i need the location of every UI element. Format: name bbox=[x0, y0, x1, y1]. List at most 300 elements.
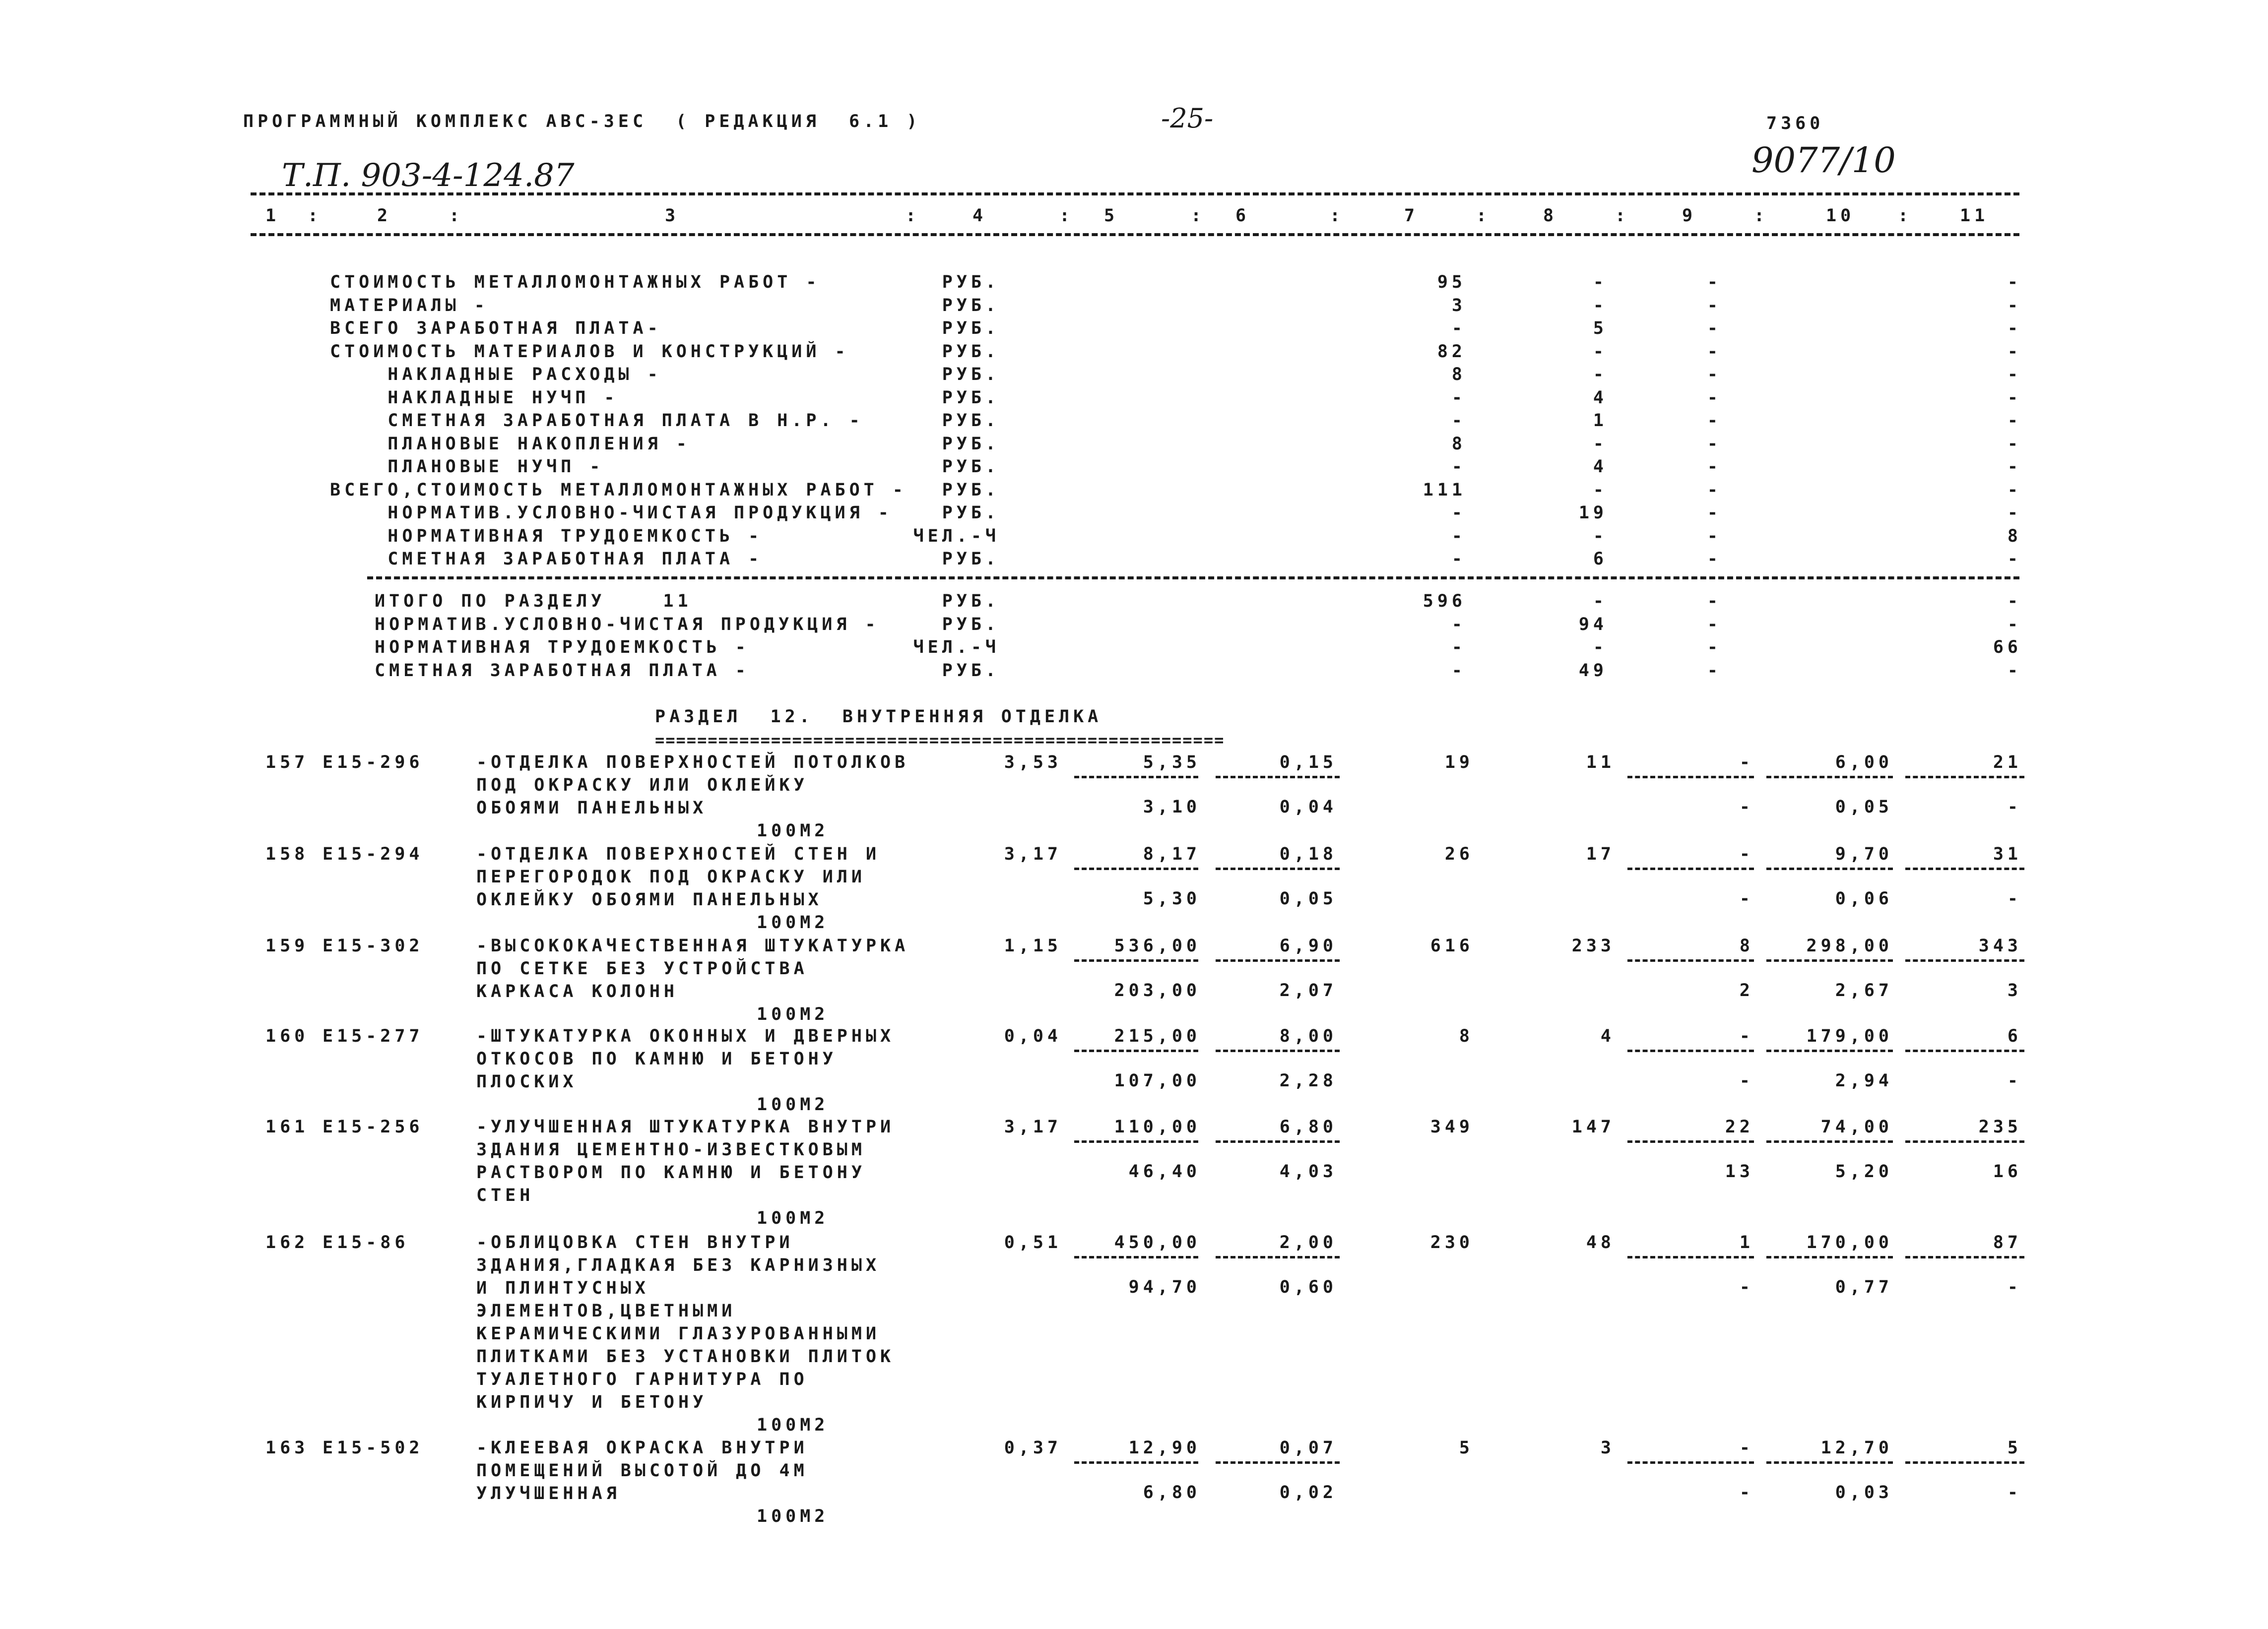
summary-col9: - bbox=[1707, 457, 1722, 477]
item-col4: 0,04 bbox=[1004, 1026, 1062, 1046]
item-col10-secondary: 0,05 bbox=[1835, 797, 1893, 817]
summary-label: МАТЕРИАЛЫ - bbox=[330, 295, 489, 315]
cell-divider bbox=[1766, 1256, 1893, 1258]
cell-divider bbox=[1216, 1140, 1340, 1143]
summary-col11: - bbox=[2007, 503, 2022, 523]
item-description-line: ОБОЯМИ ПАНЕЛЬНЫХ bbox=[476, 798, 708, 818]
item-description-line: ПЕРЕГОРОДОК ПОД ОКРАСКУ ИЛИ bbox=[476, 867, 866, 887]
cell-divider bbox=[1216, 1050, 1340, 1052]
summary-label: НАКЛАДНЫЕ НУЧП - bbox=[330, 387, 619, 408]
total-col11: - bbox=[2007, 660, 2022, 681]
summary-col8: - bbox=[1593, 480, 1608, 500]
item-number: 159 bbox=[265, 936, 309, 956]
document-code: 7360 bbox=[1766, 114, 1824, 133]
item-col5-secondary: 46,40 bbox=[1128, 1162, 1201, 1182]
cell-divider bbox=[1074, 868, 1198, 870]
item-col9-secondary: - bbox=[1739, 797, 1754, 817]
summary-unit: РУБ. bbox=[942, 503, 1000, 523]
item-col6: 0,18 bbox=[1279, 844, 1337, 864]
cell-divider bbox=[1766, 776, 1893, 778]
item-col10-secondary: 0,03 bbox=[1835, 1483, 1893, 1503]
item-col10: 12,70 bbox=[1820, 1438, 1893, 1458]
item-number: 163 bbox=[265, 1438, 309, 1458]
item-col11: 21 bbox=[1993, 752, 2022, 772]
cell-divider bbox=[1216, 1256, 1340, 1258]
item-description-line: ПОД ОКРАСКУ ИЛИ ОКЛЕЙКУ bbox=[476, 775, 808, 795]
summary-col8: 1 bbox=[1593, 411, 1608, 431]
item-code: Е15-277 bbox=[323, 1026, 424, 1046]
item-col6: 6,90 bbox=[1279, 936, 1337, 956]
summary-col11: - bbox=[2007, 341, 2022, 362]
summary-label: СТОИМОСТЬ МАТЕРИАЛОВ И КОНСТРУКЦИЙ - bbox=[330, 341, 849, 362]
total-col9: - bbox=[1707, 614, 1722, 634]
item-description-line: СТЕН bbox=[476, 1186, 534, 1205]
cell-divider bbox=[1766, 1050, 1893, 1052]
cell-divider bbox=[1216, 959, 1340, 962]
item-col5-secondary: 203,00 bbox=[1114, 981, 1201, 1001]
item-col7: 5 bbox=[1459, 1438, 1474, 1458]
item-description-line: ЭЛЕМЕНТОВ,ЦВЕТНЫМИ bbox=[476, 1301, 736, 1321]
item-col8: 48 bbox=[1586, 1233, 1615, 1253]
item-col11: 5 bbox=[2007, 1438, 2022, 1458]
cell-divider bbox=[1627, 1461, 1754, 1464]
item-col10: 170,00 bbox=[1806, 1233, 1893, 1253]
cell-divider bbox=[1074, 959, 1198, 962]
summary-col8: - bbox=[1593, 434, 1608, 454]
item-col5-secondary: 3,10 bbox=[1143, 797, 1201, 817]
summary-col7: - bbox=[1451, 387, 1466, 408]
summary-col11: - bbox=[2007, 434, 2022, 454]
item-col9: - bbox=[1739, 752, 1754, 772]
cell-divider bbox=[1216, 776, 1340, 778]
summary-col11: - bbox=[2007, 365, 2022, 384]
item-col5-secondary: 6,80 bbox=[1143, 1483, 1201, 1503]
item-description-line: И ПЛИНТУСНЫХ bbox=[476, 1278, 649, 1298]
item-col10-secondary: 0,77 bbox=[1835, 1277, 1893, 1297]
item-col4: 1,15 bbox=[1004, 936, 1062, 956]
item-col11-secondary: - bbox=[2007, 1277, 2022, 1297]
header-divider-bottom bbox=[251, 233, 2019, 236]
total-col11: - bbox=[2007, 591, 2022, 611]
item-unit: 100М2 bbox=[757, 1208, 829, 1228]
item-col5: 536,00 bbox=[1114, 936, 1201, 956]
cell-divider bbox=[1905, 1256, 2024, 1258]
item-col6: 0,15 bbox=[1279, 752, 1337, 772]
item-col7: 19 bbox=[1444, 752, 1474, 772]
item-col6: 0,07 bbox=[1279, 1438, 1337, 1458]
item-description-line: -КЛЕЕВАЯ ОКРАСКА ВНУТРИ bbox=[476, 1438, 808, 1458]
item-description-line: -ОБЛИЦОВКА СТЕН ВНУТРИ bbox=[476, 1233, 794, 1253]
item-col7: 8 bbox=[1459, 1026, 1474, 1046]
summary-col11: - bbox=[2007, 318, 2022, 338]
summary-col11: - bbox=[2007, 295, 2022, 315]
summary-unit: РУБ. bbox=[942, 387, 1000, 408]
item-col10: 179,00 bbox=[1806, 1026, 1893, 1046]
item-col5: 12,90 bbox=[1128, 1438, 1201, 1458]
item-description-line: КАРКАСА КОЛОНН bbox=[476, 982, 679, 1002]
item-unit: 100М2 bbox=[757, 1506, 829, 1526]
item-code: Е15-256 bbox=[323, 1117, 424, 1137]
total-label: НОРМАТИВНАЯ ТРУДОЕМКОСТЬ - bbox=[375, 637, 750, 657]
item-col6-secondary: 0,04 bbox=[1279, 797, 1337, 817]
summary-label: СМЕТНАЯ ЗАРАБОТНАЯ ПЛАТА В Н.Р. - bbox=[330, 411, 864, 431]
cell-divider bbox=[1627, 1140, 1754, 1143]
column-separator: : bbox=[1615, 206, 1630, 226]
item-col4: 3,53 bbox=[1004, 752, 1062, 772]
item-col8: 3 bbox=[1600, 1438, 1615, 1458]
summary-divider bbox=[367, 576, 2019, 579]
summary-col9: - bbox=[1707, 272, 1722, 292]
item-col6-secondary: 2,28 bbox=[1279, 1071, 1337, 1091]
item-col5-secondary: 94,70 bbox=[1128, 1277, 1201, 1297]
summary-label: НАКЛАДНЫЕ РАСХОДЫ - bbox=[330, 365, 662, 384]
column-number-5: 5 bbox=[1104, 206, 1119, 226]
summary-col9: - bbox=[1707, 295, 1722, 315]
summary-col7: - bbox=[1451, 549, 1466, 569]
item-description-line: -ОТДЕЛКА ПОВЕРХНОСТЕЙ ПОТОЛКОВ bbox=[476, 752, 909, 772]
summary-col8: 6 bbox=[1593, 549, 1608, 569]
cell-divider bbox=[1074, 1461, 1198, 1464]
item-col11: 31 bbox=[1993, 844, 2022, 864]
summary-label: ВСЕГО ЗАРАБОТНАЯ ПЛАТА- bbox=[330, 318, 662, 338]
cell-divider bbox=[1074, 1256, 1198, 1258]
cell-divider bbox=[1627, 1256, 1754, 1258]
item-col7: 349 bbox=[1430, 1117, 1474, 1137]
item-description-line: ПЛИТКАМИ БЕЗ УСТАНОВКИ ПЛИТОК bbox=[476, 1347, 895, 1367]
item-col5-secondary: 5,30 bbox=[1143, 889, 1201, 909]
summary-label: НОРМАТИВ.УСЛОВНО-ЧИСТАЯ ПРОДУКЦИЯ - bbox=[330, 503, 893, 523]
item-col8: 147 bbox=[1571, 1117, 1615, 1137]
item-col9-secondary: 2 bbox=[1739, 981, 1754, 1001]
handwritten-project: Т.П. 903-4-124.87 bbox=[282, 157, 575, 194]
item-unit: 100М2 bbox=[757, 1004, 829, 1024]
item-col11-secondary: - bbox=[2007, 1483, 2022, 1503]
item-description-line: ПО СЕТКЕ БЕЗ УСТРОЙСТВА bbox=[476, 959, 808, 979]
total-label: ИТОГО ПО РАЗДЕЛУ 11 bbox=[375, 591, 692, 611]
item-description-line: -УЛУЧШЕННАЯ ШТУКАТУРКА ВНУТРИ bbox=[476, 1117, 895, 1137]
cell-divider bbox=[1627, 1050, 1754, 1052]
summary-col11: - bbox=[2007, 411, 2022, 431]
total-col7: - bbox=[1451, 637, 1466, 657]
total-col7: 596 bbox=[1423, 591, 1466, 611]
column-separator: : bbox=[1476, 206, 1491, 226]
item-col6: 2,00 bbox=[1279, 1233, 1337, 1253]
summary-col7: - bbox=[1451, 503, 1466, 523]
column-separator: : bbox=[1330, 206, 1345, 226]
item-number: 157 bbox=[265, 752, 309, 772]
cell-divider bbox=[1766, 1140, 1893, 1143]
column-separator: : bbox=[1191, 206, 1206, 226]
item-col5: 5,35 bbox=[1143, 752, 1201, 772]
item-description-line: УЛУЧШЕННАЯ bbox=[476, 1484, 621, 1504]
item-description-line: ЗДАНИЯ ЦЕМЕНТНО-ИЗВЕСТКОВЫМ bbox=[476, 1140, 866, 1160]
item-col11-secondary: - bbox=[2007, 1071, 2022, 1091]
column-separator: : bbox=[449, 206, 464, 226]
item-col9-secondary: 13 bbox=[1725, 1162, 1754, 1182]
section-title: РАЗДЕЛ 12. ВНУТРЕННЯЯ ОТДЕЛКА bbox=[655, 707, 1102, 727]
item-description-line: ОКЛЕЙКУ ОБОЯМИ ПАНЕЛЬНЫХ bbox=[476, 890, 823, 910]
item-col9-secondary: - bbox=[1739, 1277, 1754, 1297]
column-number-1: 1 bbox=[265, 206, 280, 226]
summary-col7: - bbox=[1451, 318, 1466, 338]
summary-col7: 111 bbox=[1423, 480, 1466, 500]
cell-divider bbox=[1905, 776, 2024, 778]
summary-unit: РУБ. bbox=[942, 549, 1000, 569]
summary-col9: - bbox=[1707, 365, 1722, 384]
item-description-line: КЕРАМИЧЕСКИМИ ГЛАЗУРОВАННЫМИ bbox=[476, 1324, 881, 1344]
summary-unit: РУБ. bbox=[942, 434, 1000, 454]
item-code: Е15-296 bbox=[323, 752, 424, 772]
item-description-line: -ШТУКАТУРКА ОКОННЫХ И ДВЕРНЫХ bbox=[476, 1026, 895, 1046]
item-col6: 6,80 bbox=[1279, 1117, 1337, 1137]
total-label: НОРМАТИВ.УСЛОВНО-ЧИСТАЯ ПРОДУКЦИЯ - bbox=[375, 614, 880, 634]
item-col11: 6 bbox=[2007, 1026, 2022, 1046]
item-col10: 9,70 bbox=[1835, 844, 1893, 864]
summary-col11: - bbox=[2007, 457, 2022, 477]
summary-label: ВСЕГО,СТОИМОСТЬ МЕТАЛЛОМОНТАЖНЫХ РАБОТ - bbox=[330, 480, 907, 500]
item-col5-secondary: 107,00 bbox=[1114, 1071, 1201, 1091]
item-col9-secondary: - bbox=[1739, 889, 1754, 909]
item-number: 161 bbox=[265, 1117, 309, 1137]
item-col10-secondary: 0,06 bbox=[1835, 889, 1893, 909]
item-col8: 233 bbox=[1571, 936, 1615, 956]
item-col5: 110,00 bbox=[1114, 1117, 1201, 1137]
summary-unit: РУБ. bbox=[942, 365, 1000, 384]
summary-col9: - bbox=[1707, 387, 1722, 408]
summary-unit: РУБ. bbox=[942, 411, 1000, 431]
summary-col9: - bbox=[1707, 341, 1722, 362]
column-number-10: 10 bbox=[1826, 206, 1855, 226]
summary-col9: - bbox=[1707, 411, 1722, 431]
summary-col8: - bbox=[1593, 295, 1608, 315]
item-col4: 3,17 bbox=[1004, 1117, 1062, 1137]
cell-divider bbox=[1074, 776, 1198, 778]
item-col7: 230 bbox=[1430, 1233, 1474, 1253]
summary-col8: - bbox=[1593, 341, 1608, 362]
cell-divider bbox=[1216, 868, 1340, 870]
item-col9: - bbox=[1739, 1438, 1754, 1458]
item-col5: 8,17 bbox=[1143, 844, 1201, 864]
item-number: 158 bbox=[265, 844, 309, 864]
summary-col8: 4 bbox=[1593, 387, 1608, 408]
item-col6-secondary: 2,07 bbox=[1279, 981, 1337, 1001]
item-col5: 450,00 bbox=[1114, 1233, 1201, 1253]
item-col7: 616 bbox=[1430, 936, 1474, 956]
item-unit: 100М2 bbox=[757, 913, 829, 933]
item-number: 160 bbox=[265, 1026, 309, 1046]
item-description-line: РАСТВОРОМ ПО КАМНЮ И БЕТОНУ bbox=[476, 1163, 866, 1183]
summary-col9: - bbox=[1707, 503, 1722, 523]
column-separator: : bbox=[1898, 206, 1913, 226]
summary-col7: 95 bbox=[1437, 272, 1466, 292]
summary-unit: РУБ. bbox=[942, 341, 1000, 362]
item-description-line: ТУАЛЕТНОГО ГАРНИТУРА ПО bbox=[476, 1370, 808, 1389]
item-col10: 298,00 bbox=[1806, 936, 1893, 956]
item-unit: 100М2 bbox=[757, 821, 829, 841]
column-number-8: 8 bbox=[1543, 206, 1558, 226]
cell-divider bbox=[1766, 868, 1893, 870]
item-col9-secondary: - bbox=[1739, 1483, 1754, 1503]
item-col9-secondary: - bbox=[1739, 1071, 1754, 1091]
item-col4: 0,37 bbox=[1004, 1438, 1062, 1458]
item-code: Е15-302 bbox=[323, 936, 424, 956]
column-separator: : bbox=[906, 206, 920, 226]
summary-col7: - bbox=[1451, 457, 1466, 477]
column-number-4: 4 bbox=[972, 206, 987, 226]
item-col10-secondary: 2,67 bbox=[1835, 981, 1893, 1001]
summary-col11: - bbox=[2007, 272, 2022, 292]
item-description-line: ОТКОСОВ ПО КАМНЮ И БЕТОНУ bbox=[476, 1049, 837, 1069]
total-col7: - bbox=[1451, 614, 1466, 634]
summary-unit: РУБ. bbox=[942, 295, 1000, 315]
column-separator: : bbox=[1059, 206, 1074, 226]
total-col8: 94 bbox=[1578, 614, 1608, 634]
summary-col11: - bbox=[2007, 387, 2022, 408]
item-unit: 100М2 bbox=[757, 1095, 829, 1115]
item-code: Е15-294 bbox=[323, 844, 424, 864]
cell-divider bbox=[1074, 1050, 1198, 1052]
item-col8: 17 bbox=[1586, 844, 1615, 864]
item-col9: 1 bbox=[1739, 1233, 1754, 1253]
item-description-line: ПЛОСКИХ bbox=[476, 1072, 578, 1092]
cell-divider bbox=[1905, 959, 2024, 962]
summary-unit: РУБ. bbox=[942, 318, 1000, 338]
summary-col9: - bbox=[1707, 526, 1722, 546]
page-number: -25- bbox=[1161, 103, 1214, 134]
summary-unit: РУБ. bbox=[942, 457, 1000, 477]
item-col6-secondary: 0,02 bbox=[1279, 1483, 1337, 1503]
cell-divider bbox=[1627, 776, 1754, 778]
total-col11: - bbox=[2007, 614, 2022, 634]
total-col8: - bbox=[1593, 637, 1608, 657]
summary-col11: - bbox=[2007, 549, 2022, 569]
column-number-11: 11 bbox=[1960, 206, 1989, 226]
summary-col7: 3 bbox=[1451, 295, 1466, 315]
item-col11-secondary: 16 bbox=[1993, 1162, 2022, 1182]
item-col11: 235 bbox=[1978, 1117, 2022, 1137]
item-description-line: ЗДАНИЯ,ГЛАДКАЯ БЕЗ КАРНИЗНЫХ bbox=[476, 1255, 881, 1275]
item-col6-secondary: 4,03 bbox=[1279, 1162, 1337, 1182]
item-col6: 8,00 bbox=[1279, 1026, 1337, 1046]
item-col8: 4 bbox=[1600, 1026, 1615, 1046]
summary-unit: ЧЕЛ.-Ч bbox=[913, 526, 1000, 546]
item-col6-secondary: 0,05 bbox=[1279, 889, 1337, 909]
cell-divider bbox=[1905, 1050, 2024, 1052]
item-col11: 343 bbox=[1978, 936, 2022, 956]
item-col5: 215,00 bbox=[1114, 1026, 1201, 1046]
item-description-line: -ВЫСОКОКАЧЕСТВЕННАЯ ШТУКАТУРКА bbox=[476, 936, 909, 956]
column-separator: : bbox=[308, 206, 323, 226]
total-unit: РУБ. bbox=[942, 614, 1000, 634]
summary-col8: - bbox=[1593, 272, 1608, 292]
total-col9: - bbox=[1707, 660, 1722, 681]
item-col10: 6,00 bbox=[1835, 752, 1893, 772]
total-col8: 49 bbox=[1578, 660, 1608, 681]
item-col11-secondary: - bbox=[2007, 889, 2022, 909]
item-col9: - bbox=[1739, 1026, 1754, 1046]
column-number-9: 9 bbox=[1682, 206, 1697, 226]
summary-col7: 8 bbox=[1451, 365, 1466, 384]
cell-divider bbox=[1216, 1461, 1340, 1464]
item-col4: 3,17 bbox=[1004, 844, 1062, 864]
cell-divider bbox=[1766, 1461, 1893, 1464]
item-col10: 74,00 bbox=[1820, 1117, 1893, 1137]
section-underline: ====================================================== bbox=[655, 731, 1225, 750]
item-col8: 11 bbox=[1586, 752, 1615, 772]
cell-divider bbox=[1627, 959, 1754, 962]
item-description-line: -ОТДЕЛКА ПОВЕРХНОСТЕЙ СТЕН И bbox=[476, 844, 881, 864]
item-number: 162 bbox=[265, 1233, 309, 1253]
summary-unit: РУБ. bbox=[942, 272, 1000, 292]
summary-col9: - bbox=[1707, 480, 1722, 500]
summary-label: ПЛАНОВЫЕ НУЧП - bbox=[330, 457, 604, 477]
summary-col9: - bbox=[1707, 549, 1722, 569]
summary-unit: РУБ. bbox=[942, 480, 1000, 500]
item-col10-secondary: 5,20 bbox=[1835, 1162, 1893, 1182]
summary-col8: 4 bbox=[1593, 457, 1608, 477]
total-col11: 66 bbox=[1993, 637, 2022, 657]
item-col11-secondary: 3 bbox=[2007, 981, 2022, 1001]
item-code: Е15-86 bbox=[323, 1233, 409, 1253]
cell-divider bbox=[1905, 868, 2024, 870]
summary-col11: 8 bbox=[2007, 526, 2022, 546]
cell-divider bbox=[1905, 1140, 2024, 1143]
total-label: СМЕТНАЯ ЗАРАБОТНАЯ ПЛАТА - bbox=[375, 660, 750, 681]
cell-divider bbox=[1627, 868, 1754, 870]
column-number-3: 3 bbox=[665, 206, 680, 226]
program-title: ПРОГРАММНЫЙ КОМПЛЕКС АВС-3ЕС ( РЕДАКЦИЯ 6.1 ) bbox=[243, 112, 921, 131]
summary-col7: - bbox=[1451, 526, 1466, 546]
summary-label: СМЕТНАЯ ЗАРАБОТНАЯ ПЛАТА - bbox=[330, 549, 763, 569]
item-description-line: ПОМЕЩЕНИЙ ВЫСОТОЙ ДО 4М bbox=[476, 1461, 808, 1481]
column-number-6: 6 bbox=[1235, 206, 1250, 226]
item-col7: 26 bbox=[1444, 844, 1474, 864]
column-number-2: 2 bbox=[377, 206, 392, 226]
header-divider-top bbox=[251, 192, 2019, 195]
summary-col9: - bbox=[1707, 318, 1722, 338]
summary-col7: - bbox=[1451, 411, 1466, 431]
summary-col7: 8 bbox=[1451, 434, 1466, 454]
column-number-7: 7 bbox=[1404, 206, 1419, 226]
item-col11: 87 bbox=[1993, 1233, 2022, 1253]
item-col9: 22 bbox=[1725, 1117, 1754, 1137]
total-col8: - bbox=[1593, 591, 1608, 611]
item-col9: - bbox=[1739, 844, 1754, 864]
summary-col8: - bbox=[1593, 365, 1608, 384]
summary-col11: - bbox=[2007, 480, 2022, 500]
summary-col9: - bbox=[1707, 434, 1722, 454]
summary-col7: 82 bbox=[1437, 341, 1466, 362]
total-col9: - bbox=[1707, 591, 1722, 611]
summary-label: ПЛАНОВЫЕ НАКОПЛЕНИЯ - bbox=[330, 434, 691, 454]
total-unit: РУБ. bbox=[942, 660, 1000, 681]
item-col9: 8 bbox=[1739, 936, 1754, 956]
cell-divider bbox=[1074, 1140, 1198, 1143]
item-col10-secondary: 2,94 bbox=[1835, 1071, 1893, 1091]
item-unit: 100М2 bbox=[757, 1415, 829, 1435]
summary-label: СТОИМОСТЬ МЕТАЛЛОМОНТАЖНЫХ РАБОТ - bbox=[330, 272, 821, 292]
item-col6-secondary: 0,60 bbox=[1279, 1277, 1337, 1297]
summary-col8: 19 bbox=[1578, 503, 1608, 523]
handwritten-number: 9077/10 bbox=[1751, 140, 1896, 181]
cell-divider bbox=[1905, 1461, 2024, 1464]
summary-col8: 5 bbox=[1593, 318, 1608, 338]
summary-label: НОРМАТИВНАЯ ТРУДОЕМКОСТЬ - bbox=[330, 526, 763, 546]
total-col9: - bbox=[1707, 637, 1722, 657]
total-unit: ЧЕЛ.-Ч bbox=[913, 637, 1000, 657]
cell-divider bbox=[1766, 959, 1893, 962]
item-code: Е15-502 bbox=[323, 1438, 424, 1458]
